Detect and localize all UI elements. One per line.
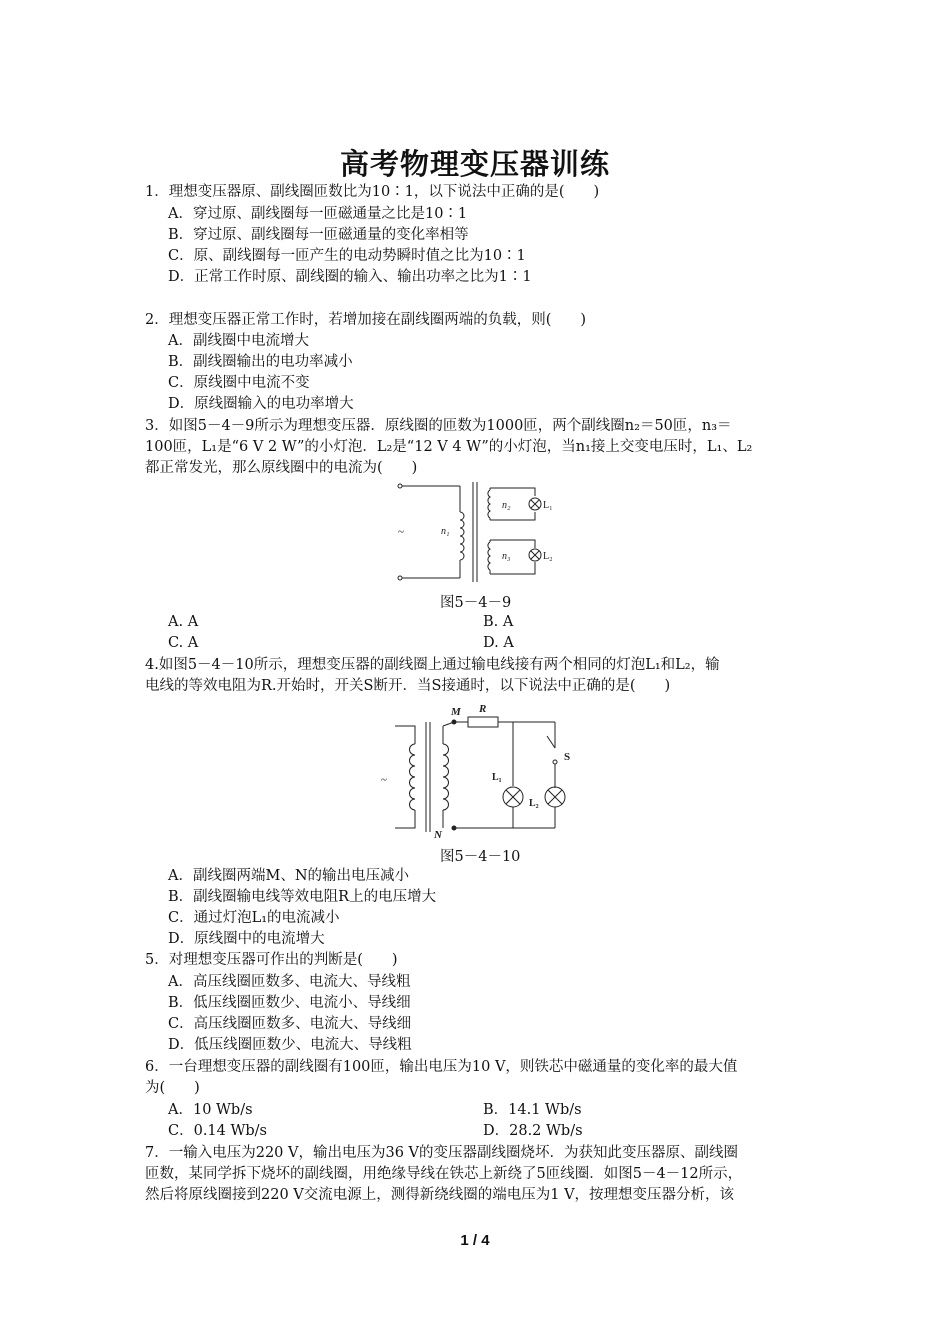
primary-coil bbox=[460, 512, 464, 560]
primary-coil bbox=[410, 744, 416, 810]
q6-option-a: A．10 Wb/s bbox=[168, 1102, 253, 1118]
q6-option-c: C．0.14 Wb/s bbox=[168, 1123, 268, 1139]
q3-option-c: C. A bbox=[168, 635, 199, 651]
q4-option-b: B．副线圈输电线等效电阻R上的电压增大 bbox=[168, 889, 437, 905]
n3-label: n₃ bbox=[502, 551, 511, 562]
q1-option-a: A．穿过原、副线圈每一匝磁通量之比是10∶1 bbox=[168, 206, 468, 222]
secondary-coil bbox=[443, 744, 449, 810]
q3-transformer-figure bbox=[380, 478, 570, 586]
q1-option-c: C．原、副线圈每一匝产生的电动势瞬时值之比为10∶1 bbox=[168, 248, 526, 264]
secondary-coil-n2 bbox=[488, 490, 490, 518]
switch-s bbox=[547, 736, 555, 748]
q3-stem-line-1: 3．如图5－4－9所示为理想变压器．原线圈的匝数为1000匝，两个副线圈n₂＝50匝，n₃＝ bbox=[145, 418, 732, 434]
q4-stem-line-1: 4.如图5－4－10所示，理想变压器的副线圈上通过输电线接有两个相同的灯泡L₁和L₂，输 bbox=[145, 657, 720, 673]
q5-option-b: B．低压线圈匝数少、电流小、导线细 bbox=[168, 995, 411, 1011]
lamp-l1-icon bbox=[529, 498, 541, 510]
q5-option-d: D．低压线圈匝数少、电流大、导线粗 bbox=[168, 1037, 412, 1053]
q1-option-b: B．穿过原、副线圈每一匝磁通量的变化率相等 bbox=[168, 227, 469, 243]
q5-option-a: A．高压线圈匝数多、电流大、导线粗 bbox=[168, 974, 411, 990]
q7-stem-line-2: 匝数，某同学拆下烧坏的副线圈，用绝缘导线在铁芯上新绕了5匝线圈．如图5－4－12所示， bbox=[145, 1166, 743, 1182]
r-label: R bbox=[479, 703, 487, 715]
q1-stem: 1．理想变压器原、副线圈匝数比为10∶1，以下说法中正确的是( ) bbox=[145, 184, 600, 200]
q3-figure-caption: 图5－4－9 bbox=[440, 595, 512, 611]
q4-transformer-circuit-figure bbox=[375, 700, 585, 842]
terminal-bottom bbox=[398, 576, 402, 580]
l1-label: L₁ bbox=[543, 500, 553, 511]
lamp-l2-icon bbox=[545, 787, 565, 807]
q2-stem: 2．理想变压器正常工作时，若增加接在副线圈两端的负载，则( ) bbox=[145, 312, 587, 328]
q4-figure-caption: 图5－4－10 bbox=[440, 849, 521, 865]
q7-stem-line-3: 然后将原线圈接到220 V交流电源上，测得新绕线圈的端电压为1 V，按理想变压器分析，该 bbox=[145, 1187, 735, 1203]
q5-option-c: C．高压线圈匝数多、电流大、导线细 bbox=[168, 1016, 412, 1032]
document-title: 高考物理变压器训练 bbox=[339, 147, 610, 181]
q5-stem: 5．对理想变压器可作出的判断是( ) bbox=[145, 952, 398, 968]
ac-source-label: ~ bbox=[381, 774, 387, 786]
q3-option-b: B. A bbox=[483, 614, 514, 630]
l2-label: L₂ bbox=[529, 798, 539, 809]
lamp-l2-icon bbox=[529, 549, 541, 561]
q3-stem-line-3: 都正常发光，那么原线圈中的电流为( ) bbox=[145, 460, 418, 476]
m-label: M bbox=[451, 706, 461, 718]
q3-option-a: A. A bbox=[168, 614, 199, 630]
n1-label: n₁ bbox=[441, 526, 450, 537]
resistor-r bbox=[468, 717, 498, 727]
switch-contact bbox=[553, 760, 557, 764]
page-number: 1 / 4 bbox=[460, 1232, 490, 1249]
q4-option-a: A．副线圈两端M、N的输出电压减小 bbox=[168, 868, 410, 884]
q6-stem-line-2: 为( ) bbox=[145, 1080, 200, 1096]
lamp-l1-icon bbox=[503, 787, 523, 807]
q2-option-a: A．副线圈中电流增大 bbox=[168, 333, 309, 349]
q7-stem-line-1: 7．一输入电压为220 V，输出电压为36 V的变压器副线圈烧坏．为获知此变压器原、副线圈 bbox=[145, 1145, 739, 1161]
q4-option-d: D．原线圈中的电流增大 bbox=[168, 931, 325, 947]
q2-option-c: C．原线圈中电流不变 bbox=[168, 375, 310, 391]
n-label: N bbox=[434, 829, 442, 841]
q4-stem-line-2: 电线的等效电阻为R.开始时，开关S断开．当S接通时，以下说法中正确的是( ) bbox=[145, 678, 671, 694]
secondary-coil-n3 bbox=[488, 542, 490, 570]
l1-label: L₁ bbox=[492, 772, 502, 783]
l2-label: L₂ bbox=[543, 551, 553, 562]
q4-option-c: C．通过灯泡L₁的电流减小 bbox=[168, 910, 340, 926]
q3-option-d: D. A bbox=[483, 635, 514, 651]
q6-option-d: D．28.2 Wb/s bbox=[483, 1123, 583, 1139]
ac-source-label: ~ bbox=[398, 526, 404, 538]
n2-label: n₂ bbox=[502, 500, 511, 511]
q2-option-d: D．原线圈输入的电功率增大 bbox=[168, 396, 354, 412]
q6-stem-line-1: 6．一台理想变压器的副线圈有100匝，输出电压为10 V，则铁芯中磁通量的变化率的最大值 bbox=[145, 1059, 738, 1075]
q2-option-b: B．副线圈输出的电功率减小 bbox=[168, 354, 353, 370]
q1-option-d: D．正常工作时原、副线圈的输入、输出功率之比为1∶1 bbox=[168, 269, 532, 285]
q3-stem-line-2: 100匝，L₁是“6 V 2 W”的小灯泡．L₂是“12 V 4 W”的小灯泡，当n₁接上交变电压时，L₁、L₂ bbox=[145, 439, 753, 455]
q6-option-b: B．14.1 Wb/s bbox=[483, 1102, 582, 1118]
terminal-top bbox=[398, 484, 402, 488]
s-label: S bbox=[564, 751, 571, 763]
